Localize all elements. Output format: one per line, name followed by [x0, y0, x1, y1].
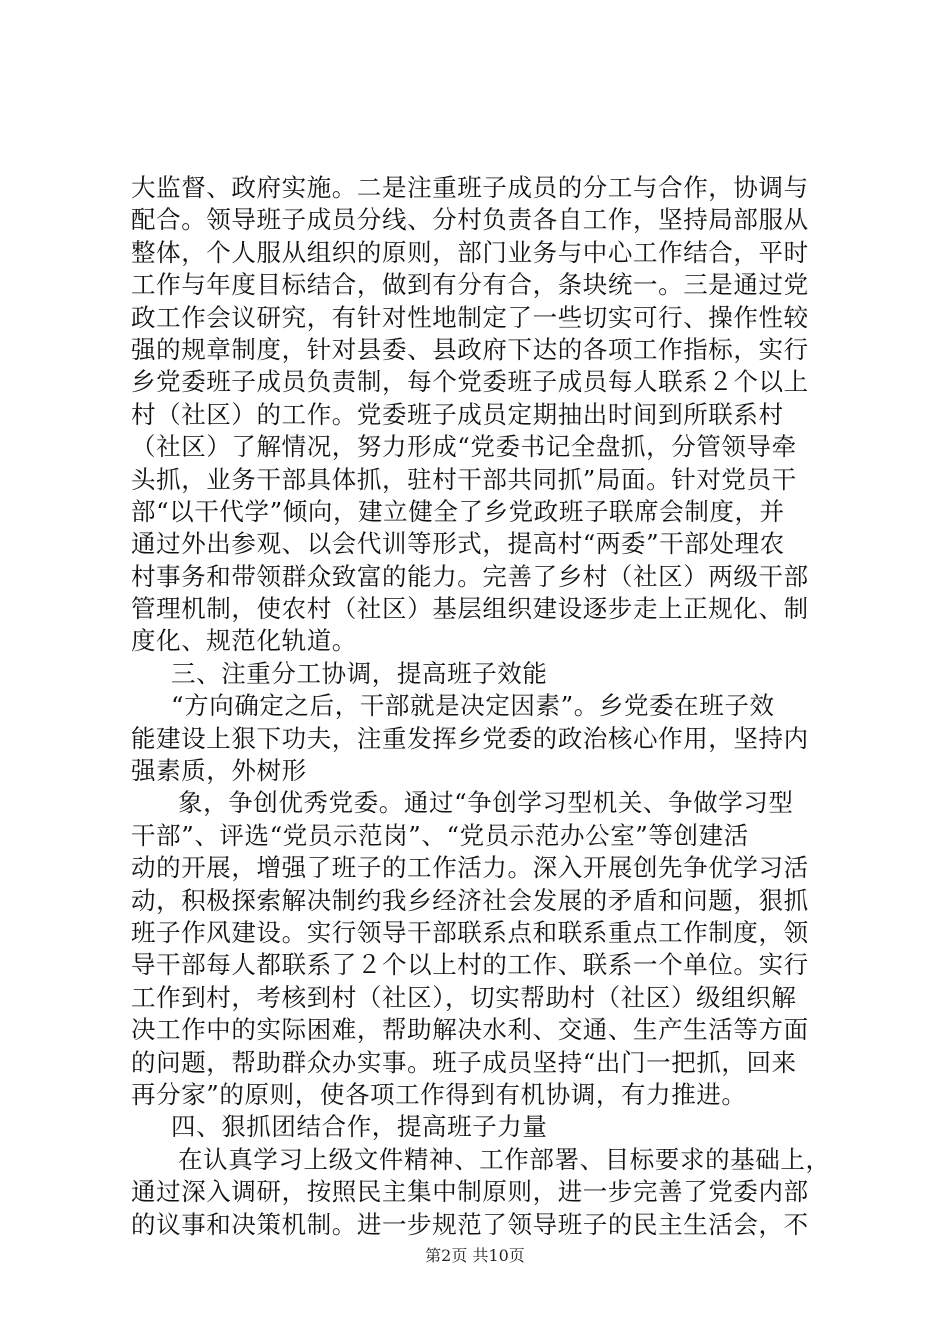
- text-line: “方向确定之后，干部就是决定因素”。乡党委在班子效: [171, 691, 775, 721]
- text-line: 的议事和决策机制。进一步规范了领导班子的民主生活会，不: [131, 1209, 809, 1239]
- text-line: 整体，个人服从组织的原则，部门业务与中心工作结合，平时: [131, 237, 809, 267]
- text-line: 政工作会议研究，有针对性地制定了一些切实可行、操作性较: [131, 302, 809, 332]
- text-line: 决工作中的实际困难，帮助解决水利、交通、生产生活等方面: [131, 1015, 809, 1045]
- text-line: 部“以干代学”倾向，建立健全了乡党政班子联席会制度，并: [131, 496, 785, 526]
- text-line: 四、狠抓团结合作，提高班子力量: [171, 1112, 548, 1142]
- page-footer: 第2页 共10页: [425, 1246, 525, 1265]
- text-line: 通过外出参观、以会代训等形式，提高村“两委”干部处理农: [131, 529, 785, 559]
- text-line: 工作与年度目标结合，做到有分有合，条块统一。三是通过党: [131, 270, 809, 300]
- text-line: 能建设上狠下功夫，注重发挥乡党委的政治核心作用，坚持内: [131, 723, 809, 753]
- text-line: 管理机制，使农村（社区）基层组织建设逐步走上正规化、制: [131, 594, 809, 624]
- text-line: 强的规章制度，针对县委、县政府下达的各项工作指标，实行: [131, 334, 809, 364]
- text-line: 班子作风建设。实行领导干部联系点和联系重点工作制度，领: [131, 917, 809, 947]
- document-body: [131, 172, 831, 1241]
- text-line: 象，争创优秀党委。通过“争创学习型机关、争做学习型: [178, 788, 794, 818]
- text-line: 配合。领导班子成员分线、分村负责各自工作，坚持局部服从: [131, 205, 809, 235]
- text-line: 村（社区）的工作。党委班子成员定期抽出时间到所联系村: [131, 399, 784, 429]
- text-line: 再分家”的原则，使各项工作得到有机协调，有力推进。: [131, 1079, 747, 1109]
- text-line: 通过深入调研，按照民主集中制原则，进一步完善了党委内部: [131, 1177, 809, 1207]
- text-line: 导干部每人都联系了２个以上村的工作、联系一个单位。实行: [131, 950, 809, 980]
- text-line: 三、注重分工协调，提高班子效能: [171, 658, 548, 688]
- text-line: 在认真学习上级文件精神、工作部署、目标要求的基础上，: [178, 1144, 831, 1174]
- text-line: 动的开展，增强了班子的工作活力。深入开展创先争优学习活: [131, 853, 809, 883]
- text-line: 度化、规范化轨道。: [131, 626, 357, 656]
- text-line: 头抓，业务干部具体抓，驻村干部共同抓”局面。针对党员干: [131, 464, 797, 494]
- text-line: 大监督、政府实施。二是注重班子成员的分工与合作，协调与: [131, 173, 809, 202]
- text-line: 动，积极探索解决制约我乡经济社会发展的矛盾和问题，狠抓: [131, 885, 809, 915]
- text-line: 乡党委班子成员负责制，每个党委班子成员每人联系２个以上: [131, 367, 809, 397]
- text-line: 村事务和带领群众致富的能力。完善了乡村（社区）两级干部: [131, 561, 809, 591]
- text-line: （社区）了解情况，努力形成“党委书记全盘抓，分管领导牵: [131, 432, 797, 462]
- text-line: 强素质，外树形: [131, 756, 307, 786]
- text-line: 工作到村，考核到村（社区），切实帮助村（社区）级组织解: [131, 982, 797, 1012]
- text-line: 的问题，帮助群众办实事。班子成员坚持“出门一把抓，回来: [131, 1047, 797, 1077]
- text-line: 干部”、评选“党员示范岗”、“党员示范办公室”等创建活: [131, 820, 749, 850]
